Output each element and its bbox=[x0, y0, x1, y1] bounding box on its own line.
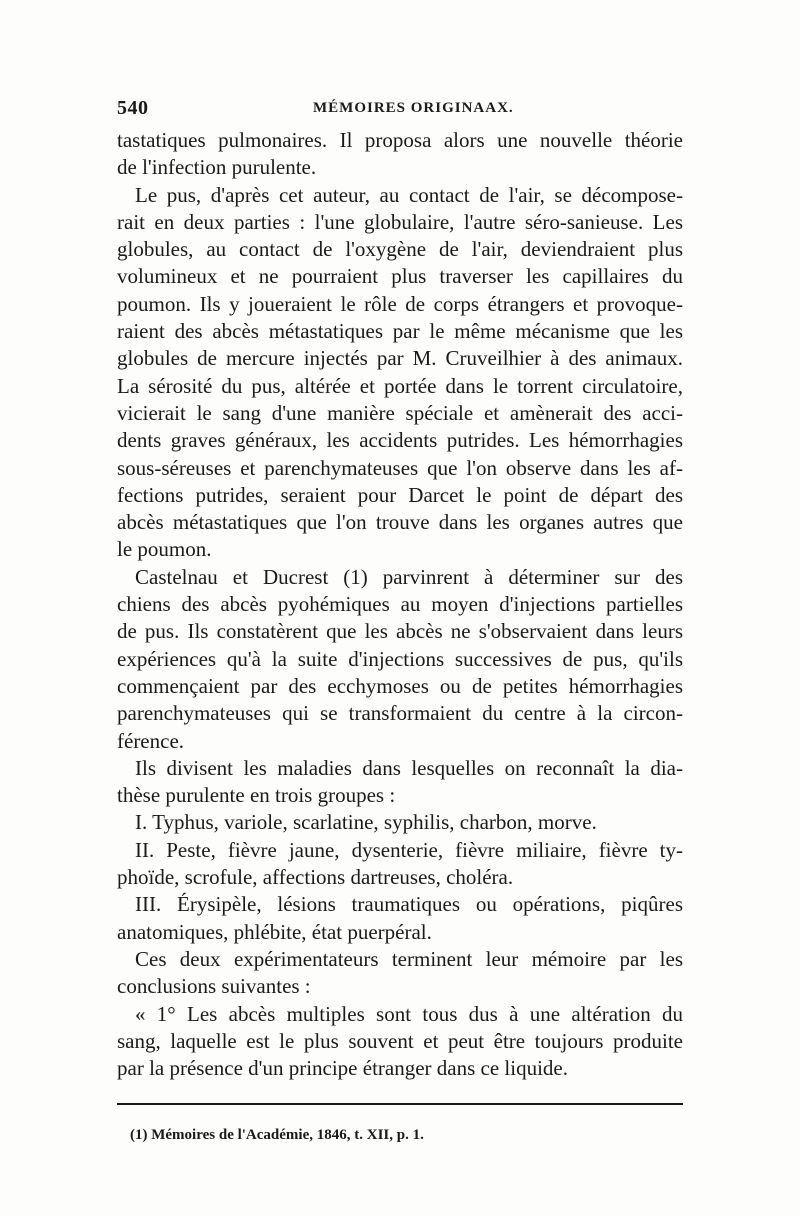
text-line: fections putrides, seraient pour Darcet le point de départ des bbox=[117, 482, 683, 507]
footnote-rule bbox=[117, 1103, 683, 1105]
text-line: II. Peste, fièvre jaune, dysenterie, fièvre miliaire, fièvre ty- bbox=[135, 837, 683, 862]
text-line: sous-séreuses et parenchymateuses que l'on observe dans les af- bbox=[117, 455, 683, 480]
text-line: La sérosité du pus, altérée et portée dans le torrent circulatoire, bbox=[117, 373, 683, 398]
text-line: poumon. Ils y joueraient le rôle de corps étrangers et provoque- bbox=[117, 291, 683, 316]
text-line: de l'infection purulente. bbox=[117, 155, 317, 180]
text-line: chiens des abcès pyohémiques au moyen d'injections partielles bbox=[117, 592, 683, 617]
text-line: Castelnau et Ducrest (1) parvinrent à déterminer sur des bbox=[135, 564, 683, 589]
text-line: férence. bbox=[117, 728, 185, 753]
text-line: I. Typhus, variole, scarlatine, syphilis, charbon, morve. bbox=[135, 810, 597, 835]
text-line: phoïde, scrofule, affections dartreuses, choléra. bbox=[117, 865, 514, 890]
text-line: Ces deux expérimentateurs terminent leur mémoire par les bbox=[135, 946, 683, 971]
text-line: anatomiques, phlébite, état puerpéral. bbox=[117, 919, 432, 944]
running-head bbox=[117, 97, 683, 121]
text-line: expériences qu'à la suite d'injections successives de pus, qu'ils bbox=[117, 646, 683, 671]
text-line: « 1° Les abcès multiples sont tous dus à une altération du bbox=[135, 1001, 683, 1026]
text-line: thèse purulente en trois groupes : bbox=[117, 783, 396, 808]
text-line: abcès métastatiques que l'on trouve dans les organes autres que bbox=[117, 510, 683, 535]
text-line: conclusions suivantes : bbox=[117, 974, 311, 999]
text-line: tastatiques pulmonaires. Il proposa alors une nouvelle théorie bbox=[117, 128, 683, 152]
text-line: volumineux et ne pourraient plus traverser les capillaires du bbox=[117, 264, 683, 289]
text-line: globules de mercure injectés par M. Cruveilhier à des animaux. bbox=[117, 346, 683, 371]
text-line: vicierait le sang d'une manière spéciale et amènerait des acci- bbox=[117, 400, 683, 425]
text-line: par la présence d'un principe étranger dans ce liquide. bbox=[117, 1056, 568, 1081]
text-line: dents graves généraux, les accidents putrides. Les hémorrhagies bbox=[117, 428, 683, 453]
text-line: parenchymateuses qui se transformaient du centre à la circon- bbox=[117, 701, 683, 726]
text-line: III. Érysipèle, lésions traumatiques ou opérations, piqûres bbox=[135, 892, 683, 917]
text-line: le poumon. bbox=[117, 537, 212, 562]
text-line: Le pus, d'après cet auteur, au contact de l'air, se décompose- bbox=[135, 182, 683, 207]
text-line: sang, laquelle est le plus souvent et peut être toujours produite bbox=[117, 1028, 683, 1053]
text-line: commençaient par des ecchymoses ou de petites hémorrhagies bbox=[117, 673, 683, 698]
body-text bbox=[117, 127, 683, 1082]
text-line: globules, au contact de l'oxygène de l'air, deviendraient plus bbox=[117, 237, 683, 262]
page-number: 540 bbox=[117, 97, 149, 119]
text-line: raient des abcès métastatiques par le même mécanisme que les bbox=[117, 319, 683, 344]
text-line: Ils divisent les maladies dans lesquelles on reconnaît la dia- bbox=[135, 755, 683, 780]
footnote: (1) Mémoires de l'Académie, 1846, t. XII, p. 1. bbox=[130, 1127, 424, 1143]
text-line: rait en deux parties : l'une globulaire, l'autre séro-sanieuse. Les bbox=[117, 209, 683, 234]
running-title: MÉMOIRES ORIGINAAX. bbox=[313, 100, 514, 116]
text-line: de pus. Ils constatèrent que les abcès ne s'observaient dans leurs bbox=[117, 619, 683, 644]
